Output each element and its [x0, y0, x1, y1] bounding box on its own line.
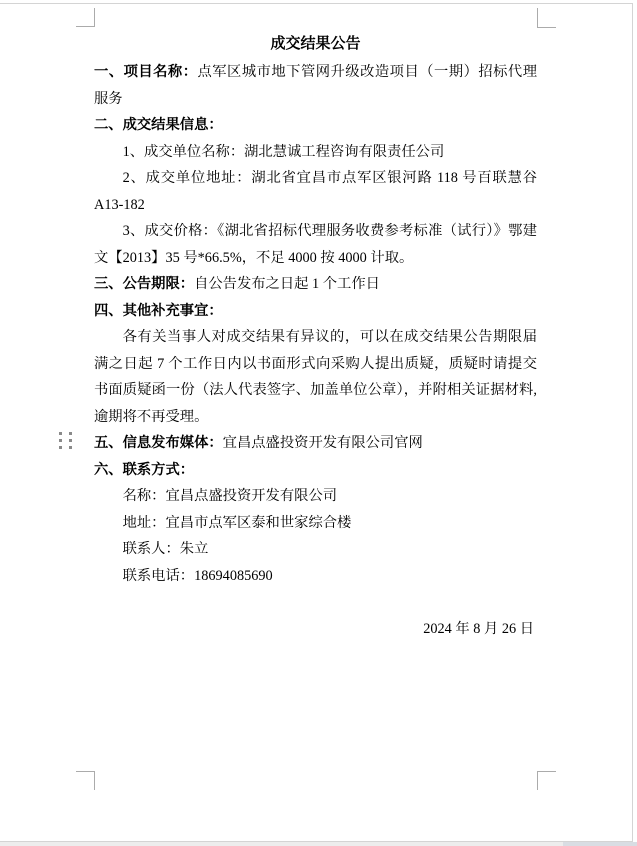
- contact-item-person[interactable]: 联系人：朱立: [122, 541, 209, 557]
- contact-item-name[interactable]: 名称：宜昌点盛投资开发有限公司: [122, 488, 338, 504]
- section-supplement-heading[interactable]: [94, 298, 537, 325]
- result-item-address[interactable]: 2、成交单位地址：湖北省宜昌市点军区银河路 118 号百联慧谷 A13-182: [94, 170, 537, 213]
- section-media[interactable]: [94, 430, 537, 457]
- section-period[interactable]: [94, 271, 537, 298]
- document-page[interactable]: [0, 3, 633, 842]
- section-project-name[interactable]: [94, 59, 537, 112]
- document-content: [94, 29, 537, 642]
- section-result-label[interactable]: 二、成交结果信息：: [94, 117, 223, 133]
- text-boundary-mark-top-left: [76, 8, 95, 27]
- result-item-price[interactable]: 3、成交价格：《湖北省招标代理服务收费参考标准（试行）》鄂建文【2013】35 号*66.5%，不足 4000 按 4000 计取。: [94, 223, 537, 266]
- section-contact-heading[interactable]: [94, 457, 537, 484]
- section-project-text[interactable]: 点军区城市地下管网升级改造项目（一期）招标代理服务: [94, 64, 538, 107]
- drag-handle-dots-icon[interactable]: [59, 432, 72, 449]
- contact-item-address[interactable]: 地址：宜昌市点军区泰和世家综合楼: [122, 514, 352, 531]
- section-media-label[interactable]: 五、信息发布媒体：: [94, 435, 223, 451]
- text-boundary-mark-top-right: [537, 8, 556, 28]
- section-project-label[interactable]: 一、项目名称：: [94, 64, 198, 80]
- section-contact-label[interactable]: 六、联系方式：: [94, 461, 195, 478]
- page-bottom-gap: [0, 842, 637, 846]
- section-period-text[interactable]: 自公告发布之日起 1 个工作日: [194, 276, 380, 292]
- section-supplement-label[interactable]: 四、其他补充事宜：: [94, 302, 223, 319]
- text-boundary-mark-bottom-right: [537, 771, 556, 790]
- section-supplement-text[interactable]: 各有关当事人对成交结果有异议的，可以在成交结果公告期限届满之日起 7 个工作日内以书面形式向采购人提出质疑，质疑时请提交书面质疑函一份（法人代表签字、加盖单位公章），并附相关证据材料,逾期将不再受理。: [94, 329, 537, 425]
- text-boundary-mark-bottom-left: [76, 771, 95, 790]
- section-media-text[interactable]: 宜昌点盛投资开发有限公司官网: [222, 435, 423, 451]
- section-period-label[interactable]: 三、公告期限：: [94, 276, 195, 292]
- result-item-name[interactable]: 1、成交单位名称：湖北慧诚工程咨询有限责任公司: [122, 143, 445, 160]
- document-date[interactable]: 2024 年 8 月 26 日: [423, 620, 534, 637]
- document-title[interactable]: 成交结果公告: [270, 35, 361, 52]
- section-result-heading[interactable]: [94, 112, 537, 139]
- contact-item-phone[interactable]: 联系电话：18694085690: [122, 567, 273, 584]
- page-bottom-gap-right: [563, 842, 637, 846]
